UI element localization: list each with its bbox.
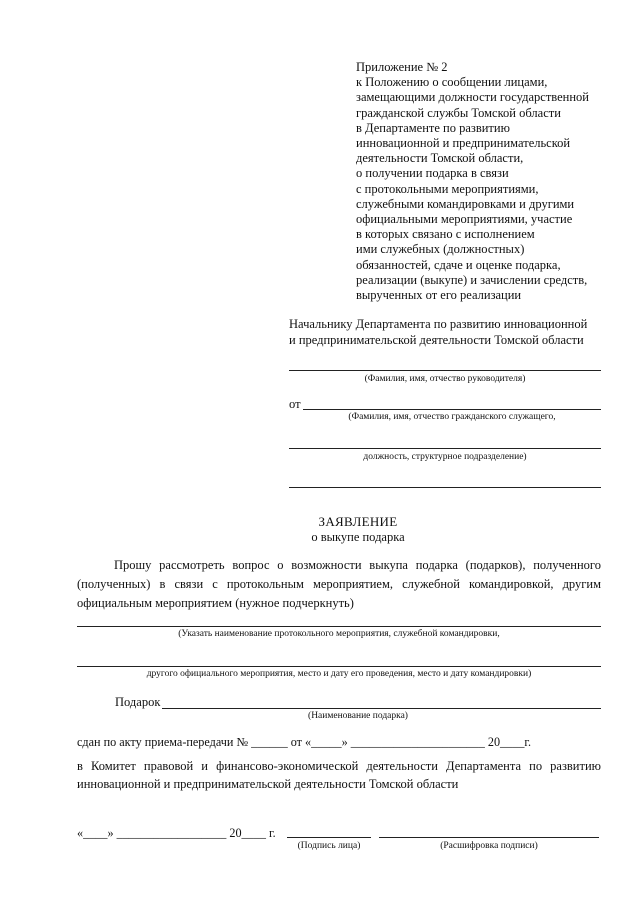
employee-name-field[interactable] [303,409,601,410]
appendix-line: обязанностей, сдаче и оценке подарка, [356,257,561,272]
act-line: сдан по акту приема-передачи № ______ от «_____» ______________________ 20____г. [77,735,532,749]
event-details-field[interactable] [77,666,601,667]
appendix-line: Приложение № 2 [356,60,448,74]
request-text: Прошу рассмотреть вопрос о возможности выкупа подарка (подарков), полученного (полученных) в связи с протокольным мероприятием, служебной командировкой, другим официальным мероприятием (нужное подчеркнуть) [77,558,601,610]
head-name-field[interactable] [289,370,601,371]
appendix-line: о получении подарка в связи [356,166,509,181]
signature-caption: (Подпись лица) [297,841,361,851]
appendix-line: гражданской службы Томской области [356,105,561,120]
appendix-line: к Положению о сообщении лицами, [356,75,548,90]
head-name-caption: (Фамилия, имя, отчество руководителя) [364,374,526,384]
signature-field[interactable] [287,837,371,838]
committee-text: в Комитет правовой и финансово-экономической деятельности Департамента по развитию инновационной и предпринимательской деятельности Томской области [77,759,601,791]
request-paragraph [77,556,601,613]
appendix-line: замещающими должности государственной [356,90,589,105]
appendix-line: вырученных от его реализации [356,288,522,303]
statement-title: ЗАЯВЛЕНИЕ [318,514,398,529]
appendix-line: служебными командировками и другими [356,196,575,211]
appendix-line: деятельности Томской области, [356,151,524,166]
appendix-line: ими служебных (должностных) [356,242,525,257]
statement-subtitle: о выкупе подарка [311,530,405,544]
addressee-line-2: и предпринимательской деятельности Томской области [289,333,584,347]
event-name-field[interactable] [77,626,601,627]
appendix-line: в Департаменте по развитию [356,120,510,135]
appendix-line: в которых связано с исполнением [356,227,535,242]
gift-label: Подарок [115,695,161,709]
event-details-caption: другого официального мероприятия, место и дату его проведения, место и дату командировки) [146,669,532,679]
appendix-header [356,60,616,303]
employee-name-caption: (Фамилия, имя, отчество гражданского служащего, [348,412,556,422]
signature-decoding-caption: (Расшифровка подписи) [440,841,538,851]
signature-date-line: «____» __________________ 20____ г. [77,826,276,840]
appendix-line: официальными мероприятиями, участие [356,212,573,227]
signature-decoding-field[interactable] [379,837,599,838]
appendix-line: с протокольными мероприятиями, [356,181,539,196]
addressee-block [289,316,609,348]
addressee-line-1: Начальнику Департамента по развитию инновационной [289,317,588,331]
gift-name-caption: (Наименование подарка) [308,711,408,721]
event-name-caption: (Указать наименование протокольного мероприятия, служебной командировки, [178,629,500,639]
employee-extra-field[interactable] [289,487,601,488]
gift-name-field[interactable] [162,708,601,709]
appendix-line: инновационной и предпринимательской [356,136,571,151]
employee-position-caption: должность, структурное подразделение) [363,452,527,462]
employee-position-field[interactable] [289,448,601,449]
appendix-line: реализации (выкупе) и зачислении средств, [356,272,588,287]
from-label: от [289,397,301,411]
